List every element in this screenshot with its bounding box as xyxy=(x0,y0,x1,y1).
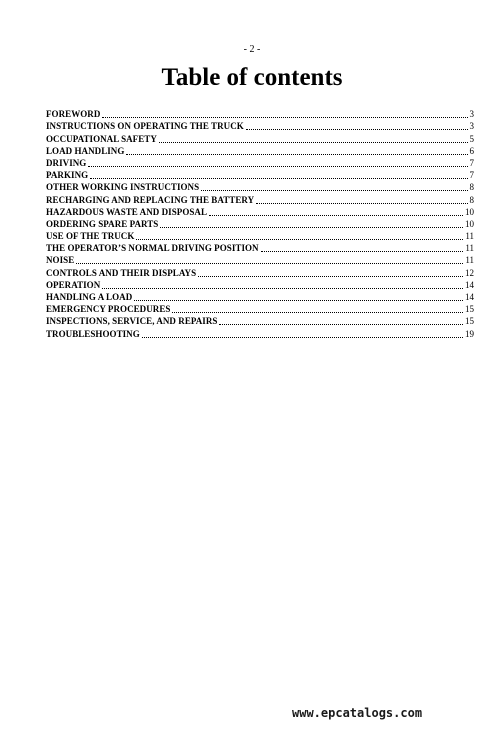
dot-leader xyxy=(198,276,463,277)
toc-entry-inspections-service-and-repairs[interactable] xyxy=(46,315,474,327)
page-number: - 2 - xyxy=(243,44,261,55)
toc-entry-page: 10 xyxy=(465,218,474,229)
toc-entry-page: 8 xyxy=(469,182,474,193)
toc-entry-page: 19 xyxy=(465,328,474,339)
toc-entry-controls-and-their-displays[interactable] xyxy=(46,266,474,278)
dot-leader xyxy=(76,263,463,264)
toc-entry-label: HANDLING A LOAD xyxy=(46,292,133,302)
dot-leader xyxy=(219,324,463,325)
toc-entry-occupational-safety[interactable] xyxy=(46,132,474,144)
dot-leader xyxy=(134,300,463,301)
toc-entry-page: 7 xyxy=(469,170,474,181)
toc-entry-ordering-spare-parts[interactable] xyxy=(46,218,474,230)
toc-entry-page: 8 xyxy=(469,194,474,205)
dot-leader xyxy=(142,337,463,338)
toc-entry-use-of-the-truck[interactable] xyxy=(46,230,474,242)
table-of-contents xyxy=(46,108,474,340)
toc-entry-label: FOREWORD xyxy=(46,109,101,120)
toc-entry-page: 11 xyxy=(465,231,474,242)
toc-entry-noise[interactable] xyxy=(46,254,474,266)
toc-entry-label: CONTROLS AND THEIR DISPLAYS xyxy=(46,267,197,278)
toc-entry-page: 6 xyxy=(469,145,474,156)
toc-entry-operation[interactable] xyxy=(46,279,474,291)
toc-entry-page: 7 xyxy=(469,157,474,168)
dot-leader xyxy=(136,239,463,240)
toc-entry-foreword[interactable] xyxy=(46,108,474,120)
toc-entry-label: NOISE xyxy=(46,255,75,266)
toc-entry-label: INSTRUCTIONS ON OPERATING THE TRUCK xyxy=(46,121,244,132)
toc-entry-label: USE OF THE TRUCK xyxy=(46,231,135,242)
toc-entry-label: RECHARGING AND REPLACING THE BATTERY xyxy=(46,194,255,205)
toc-entry-page: 14 xyxy=(465,292,474,302)
toc-entry-page: 15 xyxy=(465,304,474,315)
dot-leader xyxy=(209,215,463,216)
toc-entry-recharging-and-replacing-the-battery[interactable] xyxy=(46,193,474,205)
dot-leader xyxy=(126,154,467,155)
toc-entry-hazardous-waste-and-disposal[interactable] xyxy=(46,206,474,218)
toc-entry-driving[interactable] xyxy=(46,157,474,169)
toc-entry-label: OTHER WORKING INSTRUCTIONS xyxy=(46,182,200,193)
toc-entry-label: THE OPERATOR’S NORMAL DRIVING POSITION xyxy=(46,243,259,254)
toc-entry-instructions-on-operating-the-truck[interactable] xyxy=(46,120,474,132)
toc-entry-operators-normal-driving-position[interactable] xyxy=(46,242,474,254)
toc-entry-page: 11 xyxy=(465,255,474,266)
dot-leader xyxy=(88,166,467,167)
toc-entry-load-handling[interactable] xyxy=(46,145,474,157)
toc-entry-handling-a-load[interactable] xyxy=(46,291,474,303)
dot-leader xyxy=(160,227,463,228)
watermark-url: www.epcatalogs.com xyxy=(292,706,423,720)
toc-entry-page: 3 xyxy=(469,109,474,120)
dot-leader xyxy=(261,251,464,252)
toc-entry-page: 14 xyxy=(465,279,474,290)
toc-entry-page: 3 xyxy=(469,121,474,132)
toc-entry-label: OPERATION xyxy=(46,279,101,290)
dot-leader xyxy=(159,142,468,143)
dot-leader xyxy=(102,288,463,289)
toc-entry-parking[interactable] xyxy=(46,169,474,181)
page-title: Table of contents xyxy=(161,64,343,91)
dot-leader xyxy=(90,178,467,179)
toc-entry-troubleshooting[interactable] xyxy=(46,327,474,339)
toc-entry-label: OCCUPATIONAL SAFETY xyxy=(46,133,157,144)
toc-entry-label: TROUBLESHOOTING xyxy=(46,328,140,339)
dot-leader xyxy=(246,129,468,130)
dot-leader xyxy=(256,203,467,204)
toc-entry-other-working-instructions[interactable] xyxy=(46,181,474,193)
toc-entry-emergency-procedures[interactable] xyxy=(46,303,474,315)
toc-entry-label: EMERGENCY PROCEDURES xyxy=(46,304,171,315)
dot-leader xyxy=(102,117,467,118)
toc-entry-label: LOAD HANDLING xyxy=(46,145,125,156)
toc-entry-label: PARKING xyxy=(46,170,89,181)
toc-entry-page: 15 xyxy=(465,316,474,327)
toc-entry-label: ORDERING SPARE PARTS xyxy=(46,218,159,229)
dot-leader xyxy=(172,312,463,313)
toc-entry-label: HAZARDOUS WASTE AND DISPOSAL xyxy=(46,206,208,217)
toc-entry-page: 5 xyxy=(469,133,474,144)
dot-leader xyxy=(201,190,467,191)
toc-entry-page: 11 xyxy=(465,243,474,254)
toc-entry-page: 10 xyxy=(465,206,474,217)
toc-entry-page: 12 xyxy=(465,267,474,278)
toc-entry-label: INSPECTIONS, SERVICE, AND REPAIRS xyxy=(46,316,218,327)
toc-entry-label: DRIVING xyxy=(46,157,87,168)
